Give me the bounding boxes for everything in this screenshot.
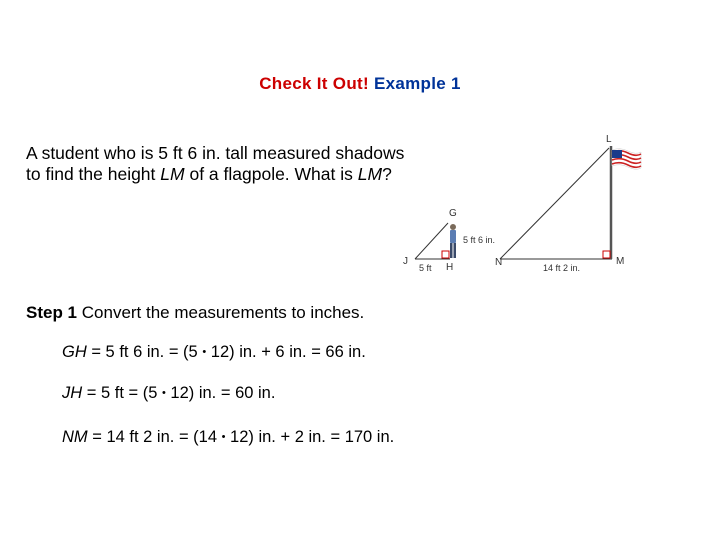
equation-jh-pre: = 5 ft = (5 [82,384,162,402]
vertex-n: N [495,257,503,268]
vertex-l: L [606,134,612,145]
flagpole-diagram [400,130,650,280]
flagpole-right-angle-mark [603,251,610,258]
equation-nm-post: 12) in. + 2 in. = 170 in. [225,428,395,446]
step-1-label: Step 1 [26,303,78,322]
equation-nm-pre: = 14 ft 2 in. = (14 [87,428,222,446]
equation-nm [62,428,394,447]
equation-gh [62,343,366,362]
step-1-text: Convert the measurements to inches. [77,303,365,322]
equation-gh-pre: = 5 ft 6 in. = (5 [86,343,203,361]
problem-text-2: of a flagpole. What is [184,164,358,184]
equation-gh-var: GH [62,343,87,361]
vertex-g: G [449,208,457,219]
problem-statement [26,143,416,185]
equation-jh-post: 12) in. = 60 in. [165,384,276,402]
student-shadow-hypotenuse [415,223,448,259]
multiply-dot-icon: • [202,346,207,358]
slide-title [0,74,720,94]
equation-jh [62,384,275,403]
equation-nm-var: NM [62,428,88,446]
label-pole-shadow: 14 ft 2 in. [543,263,581,273]
problem-var-lm: LM [160,164,185,184]
problem-text-1: A student who is 5 ft 6 in. tall measured shadows to find the height [26,143,405,184]
problem-var-lm-2: LM [357,164,383,184]
title-check-it-out: Check It Out! [259,74,369,93]
multiply-dot-icon: • [161,387,166,399]
equation-jh-var: JH [62,384,83,402]
student-right-angle-mark [442,251,449,258]
problem-text-3: ? [382,164,392,184]
vertex-h: H [446,262,454,273]
step-1-instruction [26,303,364,323]
vertex-j: J [403,256,408,267]
vertex-m: M [616,256,625,267]
title-example: Example 1 [368,74,461,93]
label-student-height: 5 ft 6 in. [463,235,496,245]
multiply-dot-icon: • [221,431,226,443]
us-flag [612,149,641,170]
student-figure [450,224,456,258]
equation-gh-post: 12) in. + 6 in. = 66 in. [206,343,366,361]
label-student-shadow: 5 ft [419,263,432,273]
flagpole-shadow-hypotenuse [500,148,609,259]
